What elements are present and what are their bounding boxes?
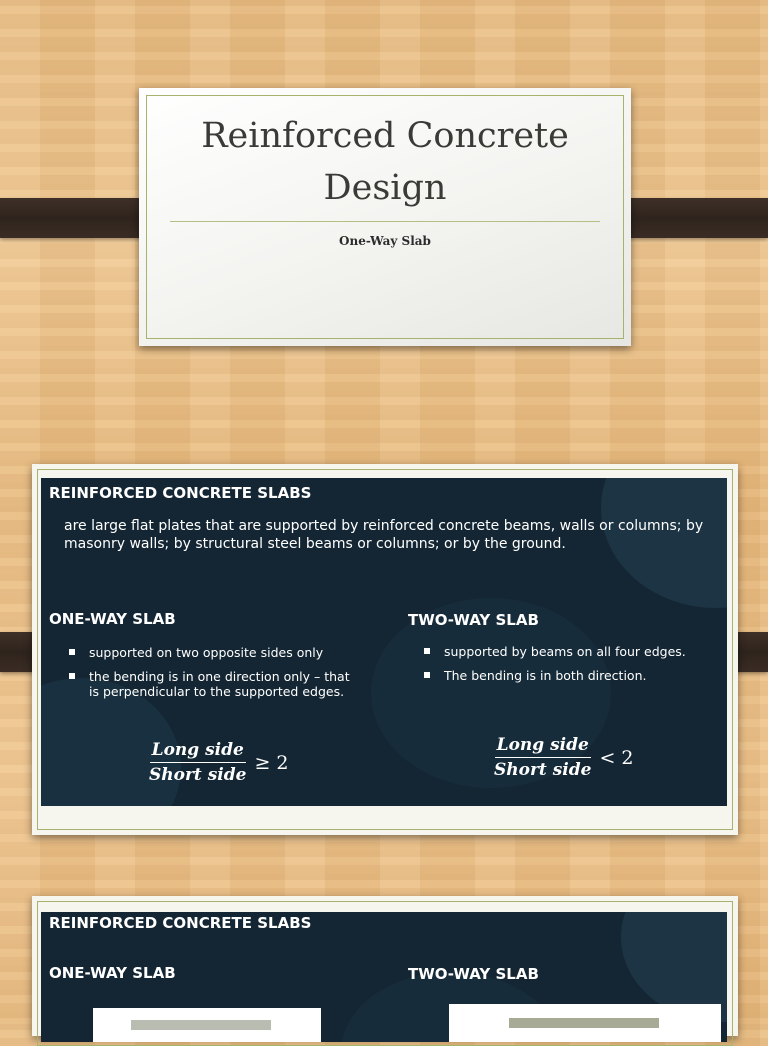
slide-content-panel: [41, 478, 727, 806]
one-way-bullets: [67, 645, 377, 708]
one-way-formula: [147, 740, 289, 785]
one-way-title: ONE-WAY SLAB: [49, 964, 176, 982]
one-way-title: ONE-WAY SLAB: [49, 610, 176, 628]
slab-illustration: [509, 1018, 659, 1028]
slide-content-panel: [41, 912, 727, 1042]
title-slide[interactable]: [139, 88, 631, 346]
ratio-relation: ≥ 2: [254, 751, 289, 774]
ratio-fraction: [492, 735, 593, 780]
fraction-numerator: Long side: [150, 740, 246, 763]
one-way-slab-image: [93, 1008, 321, 1042]
definition-text: are large flat plates that are supported by reinforced concrete beams, walls or columns; by masonry walls; by structural steel beams or columns; or by the ground.: [64, 518, 704, 552]
slab-types-slide[interactable]: [32, 464, 738, 835]
title-divider: [170, 221, 600, 222]
title-line-1: Reinforced Concrete: [201, 116, 569, 156]
slide-subtitle: One-Way Slab: [339, 234, 431, 248]
slide-heading: REINFORCED CONCRETE SLABS: [49, 484, 312, 502]
list-item: the bending is in one direction only – that is perpendicular to the supported edges.: [67, 669, 357, 699]
two-way-title: TWO-WAY SLAB: [408, 611, 539, 629]
two-way-slab-image: [449, 1004, 721, 1042]
ratio-fraction: [147, 740, 248, 785]
fraction-denominator: Short side: [494, 760, 592, 780]
title-line-2: Design: [323, 168, 447, 208]
list-item: supported on two opposite sides only: [67, 645, 377, 660]
slide-title: [139, 110, 631, 214]
slab-illustration: [131, 1020, 271, 1030]
slab-images-slide[interactable]: [32, 896, 738, 1036]
two-way-formula: [492, 735, 634, 780]
fraction-denominator: Short side: [149, 765, 247, 785]
list-item: The bending is in both direction.: [422, 668, 722, 683]
fraction-numerator: Long side: [495, 735, 591, 758]
two-way-title: TWO-WAY SLAB: [408, 965, 539, 983]
ratio-relation: < 2: [599, 746, 634, 769]
list-item: supported by beams on all four edges.: [422, 644, 722, 659]
two-way-bullets: [422, 644, 722, 692]
slide-heading: REINFORCED CONCRETE SLABS: [49, 914, 312, 932]
